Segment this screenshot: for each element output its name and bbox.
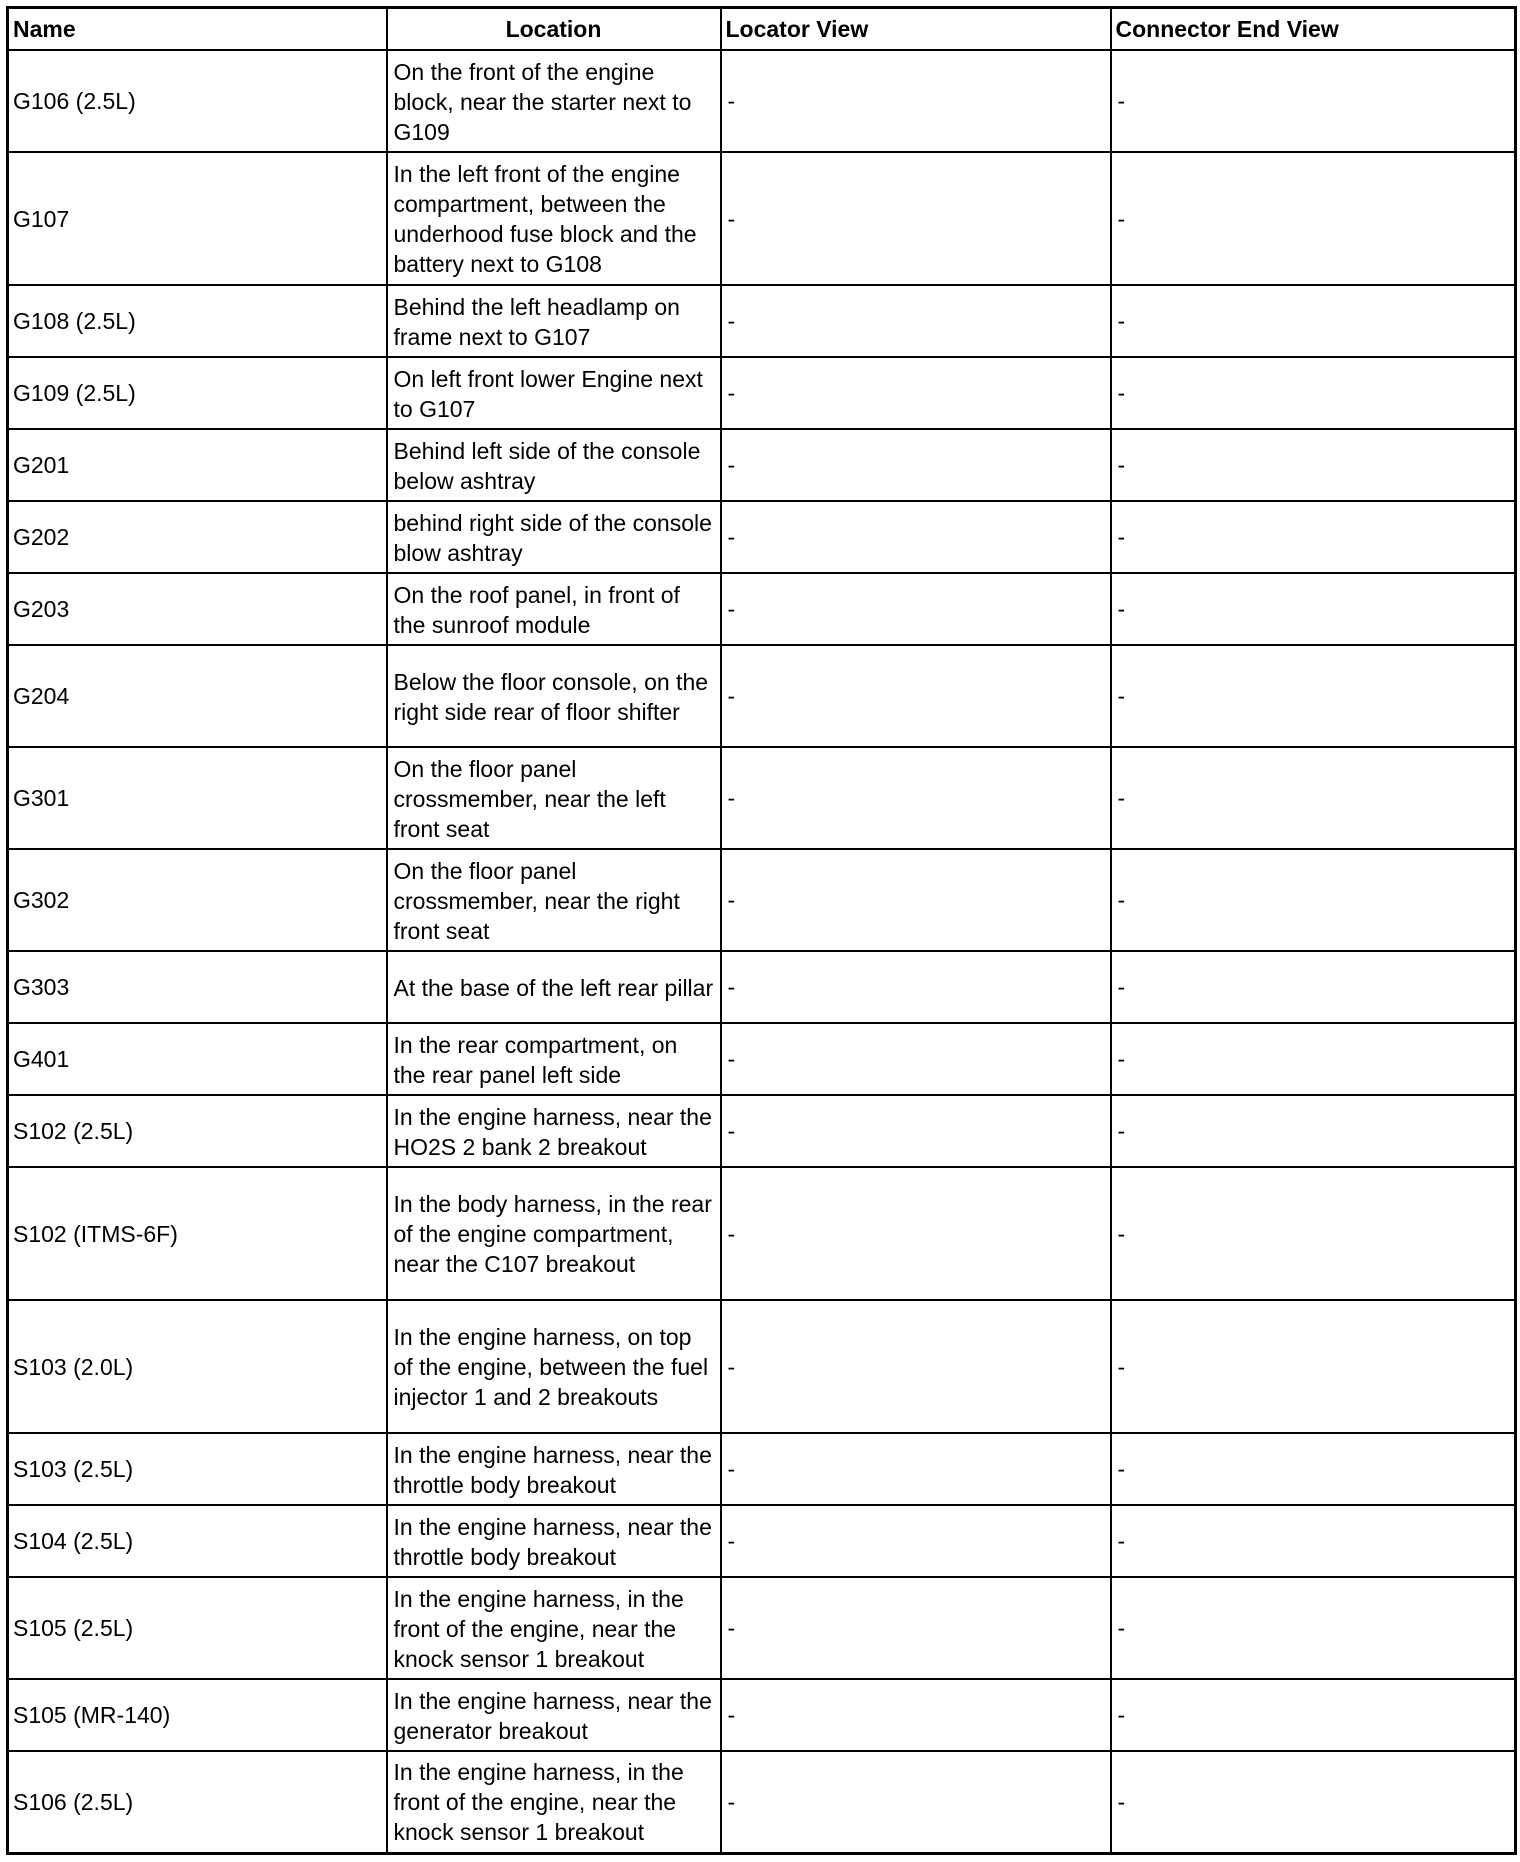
cell-location: Behind left side of the console below ashtray [387, 429, 721, 501]
cell-connector-end-view: - [1111, 573, 1516, 645]
table-row [8, 849, 1516, 951]
cell-locator-view: - [721, 1505, 1111, 1577]
document-page [6, 6, 1514, 1855]
cell-name: G201 [8, 429, 387, 501]
header-location: Location [387, 8, 721, 51]
cell-locator-view: - [721, 152, 1111, 285]
cell-location: In the body harness, in the rear of the engine compartment, near the C107 breakout [387, 1167, 721, 1300]
cell-name: G106 (2.5L) [8, 50, 387, 152]
cell-connector-end-view: - [1111, 501, 1516, 573]
table-row [8, 1577, 1516, 1679]
table-row [8, 1095, 1516, 1167]
cell-name: S102 (ITMS-6F) [8, 1167, 387, 1300]
table-row [8, 573, 1516, 645]
cell-location: behind right side of the console blow ashtray [387, 501, 721, 573]
cell-locator-view: - [721, 1679, 1111, 1751]
cell-locator-view: - [721, 50, 1111, 152]
table-row [8, 501, 1516, 573]
cell-name: S106 (2.5L) [8, 1751, 387, 1853]
cell-location: On the front of the engine block, near the starter next to G109 [387, 50, 721, 152]
cell-connector-end-view: - [1111, 645, 1516, 747]
cell-locator-view: - [721, 1577, 1111, 1679]
cell-connector-end-view: - [1111, 152, 1516, 285]
cell-connector-end-view: - [1111, 50, 1516, 152]
cell-locator-view: - [721, 429, 1111, 501]
cell-location: In the engine harness, in the front of the engine, near the knock sensor 1 breakout [387, 1577, 721, 1679]
cell-connector-end-view: - [1111, 1505, 1516, 1577]
cell-location: At the base of the left rear pillar [387, 951, 721, 1023]
cell-locator-view: - [721, 1023, 1111, 1095]
cell-name: G107 [8, 152, 387, 285]
table-row [8, 1167, 1516, 1300]
cell-connector-end-view: - [1111, 1095, 1516, 1167]
cell-locator-view: - [721, 1751, 1111, 1853]
cell-location: In the engine harness, on top of the engine, between the fuel injector 1 and 2 breakouts [387, 1300, 721, 1433]
cell-locator-view: - [721, 747, 1111, 849]
cell-locator-view: - [721, 357, 1111, 429]
cell-name: S103 (2.0L) [8, 1300, 387, 1433]
cell-connector-end-view: - [1111, 1577, 1516, 1679]
table-row [8, 50, 1516, 152]
header-connector-end-view: Connector End View [1111, 8, 1516, 51]
cell-locator-view: - [721, 1167, 1111, 1300]
cell-name: G302 [8, 849, 387, 951]
cell-name: G301 [8, 747, 387, 849]
cell-location: On left front lower Engine next to G107 [387, 357, 721, 429]
cell-name: G108 (2.5L) [8, 285, 387, 357]
cell-location: Behind the left headlamp on frame next to G107 [387, 285, 721, 357]
cell-name: G204 [8, 645, 387, 747]
table-row [8, 429, 1516, 501]
cell-connector-end-view: - [1111, 1679, 1516, 1751]
cell-location: In the engine harness, near the HO2S 2 bank 2 breakout [387, 1095, 721, 1167]
cell-name: S103 (2.5L) [8, 1433, 387, 1505]
cell-connector-end-view: - [1111, 1433, 1516, 1505]
cell-location: On the floor panel crossmember, near the left front seat [387, 747, 721, 849]
cell-location: In the rear compartment, on the rear panel left side [387, 1023, 721, 1095]
cell-location: On the roof panel, in front of the sunroof module [387, 573, 721, 645]
cell-name: G202 [8, 501, 387, 573]
cell-name: S105 (2.5L) [8, 1577, 387, 1679]
table-row [8, 747, 1516, 849]
cell-connector-end-view: - [1111, 951, 1516, 1023]
cell-locator-view: - [721, 285, 1111, 357]
cell-location: In the engine harness, near the throttle body breakout [387, 1505, 721, 1577]
cell-locator-view: - [721, 1095, 1111, 1167]
cell-locator-view: - [721, 573, 1111, 645]
table-row [8, 285, 1516, 357]
header-locator-view: Locator View [721, 8, 1111, 51]
table-row [8, 357, 1516, 429]
cell-location: In the engine harness, near the generator breakout [387, 1679, 721, 1751]
header-name: Name [8, 8, 387, 51]
table-row [8, 1679, 1516, 1751]
table-row [8, 1023, 1516, 1095]
table-row [8, 1300, 1516, 1433]
cell-name: G109 (2.5L) [8, 357, 387, 429]
cell-location: In the left front of the engine compartment, between the underhood fuse block and the battery next to G108 [387, 152, 721, 285]
cell-connector-end-view: - [1111, 357, 1516, 429]
cell-connector-end-view: - [1111, 1300, 1516, 1433]
table-row [8, 152, 1516, 285]
cell-location: In the engine harness, near the throttle body breakout [387, 1433, 721, 1505]
table-row [8, 1433, 1516, 1505]
cell-name: G303 [8, 951, 387, 1023]
cell-connector-end-view: - [1111, 285, 1516, 357]
table-row [8, 951, 1516, 1023]
cell-name: S102 (2.5L) [8, 1095, 387, 1167]
cell-name: G401 [8, 1023, 387, 1095]
cell-connector-end-view: - [1111, 1751, 1516, 1853]
cell-connector-end-view: - [1111, 747, 1516, 849]
cell-name: S104 (2.5L) [8, 1505, 387, 1577]
cell-location: In the engine harness, in the front of the engine, near the knock sensor 1 breakout [387, 1751, 721, 1853]
table-row [8, 1505, 1516, 1577]
cell-locator-view: - [721, 1433, 1111, 1505]
table-row [8, 1751, 1516, 1853]
table-row [8, 645, 1516, 747]
cell-connector-end-view: - [1111, 849, 1516, 951]
cell-connector-end-view: - [1111, 1167, 1516, 1300]
cell-location: Below the floor console, on the right side rear of floor shifter [387, 645, 721, 747]
cell-locator-view: - [721, 951, 1111, 1023]
cell-locator-view: - [721, 849, 1111, 951]
cell-connector-end-view: - [1111, 429, 1516, 501]
cell-name: G203 [8, 573, 387, 645]
cell-locator-view: - [721, 1300, 1111, 1433]
table-body [8, 50, 1516, 1853]
cell-name: S105 (MR-140) [8, 1679, 387, 1751]
cell-connector-end-view: - [1111, 1023, 1516, 1095]
cell-locator-view: - [721, 645, 1111, 747]
cell-locator-view: - [721, 501, 1111, 573]
component-locator-table [6, 6, 1517, 1855]
table-header-row [8, 8, 1516, 51]
cell-location: On the floor panel crossmember, near the right front seat [387, 849, 721, 951]
